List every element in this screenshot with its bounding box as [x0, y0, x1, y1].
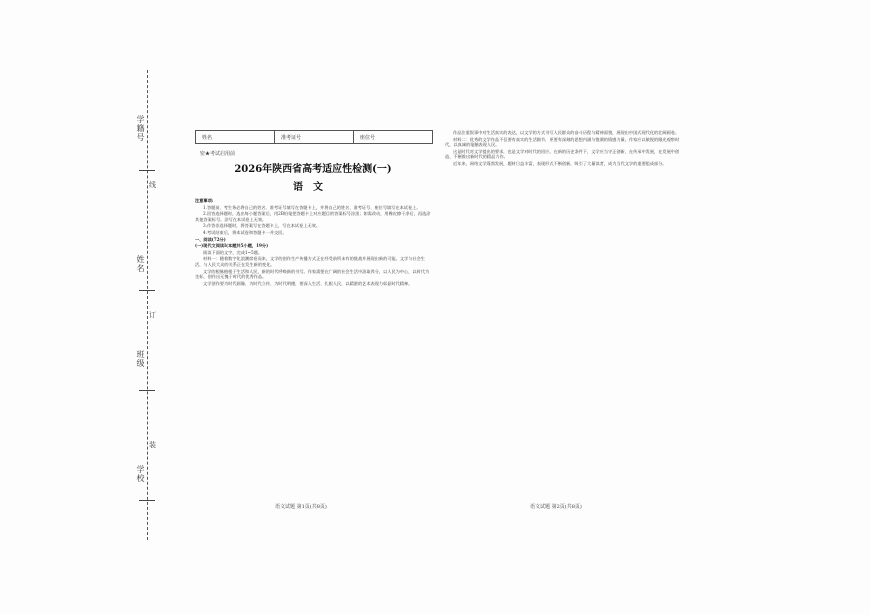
- binding-label-name: 姓名: [136, 255, 145, 273]
- binding-label-student-id: 学籍号: [136, 115, 145, 142]
- candidate-info-box: [195, 130, 433, 144]
- binding-dashed-line: [147, 70, 148, 540]
- body-paragraph: 材料二：优秀的文学作品不仅要有真实的生活细节，更要有深刻的思想内涵与饱满的情感力量。作家应以敏锐的眼光观察时代，以真诚的笔触表现人民。: [445, 136, 680, 148]
- notice-heading: 注意事项:: [195, 198, 214, 203]
- seat-cell[interactable]: 座位号: [360, 134, 376, 141]
- body-paragraph: 文学的根脉植根于生活和人民，新的时代呼唤新的书写。作家需要在广阔的社会生活中汲取养分，以人民为中心，以时代为坐标，创作出无愧于时代的优秀作品。: [195, 268, 430, 280]
- body-paragraph: 这是时代对文学提出的要求，也是文学对时代的回应。在新的历史条件下，文学应当守正创新，在传承中发展，在发展中创造，不断推出新时代的精品力作。: [445, 148, 680, 160]
- body-paragraph: 作品注重叙事中对生活真实的表达，以文学的方式书写人民群众的奋斗历程与精神面貌，展现出中国式现代化的壮阔画卷。: [453, 130, 680, 135]
- subsection-note: 阅读下面的文字，完成1~5题。: [203, 249, 263, 255]
- binding-blank-student-id[interactable]: [139, 170, 155, 171]
- right-column: [445, 130, 683, 168]
- ticket-cell[interactable]: 准考证号: [275, 131, 354, 143]
- page-footer-left: 语文试题 第1页(共8页): [275, 504, 327, 510]
- binding-blank-school[interactable]: [139, 500, 155, 501]
- body-paragraph: 材料一：随着数字化浪潮席卷而来，文学的创作生产传播方式正在经受前所未有的挑战并展现出新的可能。文学与社会生活，与人民大众的关系正在发生新的变化。: [195, 256, 425, 267]
- notice-item: 4.考试结束后，将本试卷和答题卡一并交回。: [203, 229, 287, 235]
- body-paragraph: 近年来，网络文学蓬勃发展，题材日益丰富，表现形式不断创新，吸引了大量读者，成为当代文学的重要组成部分。: [453, 160, 667, 166]
- section-heading: 一、阅读(72分): [195, 236, 226, 242]
- binding-label-school: 学校: [136, 465, 145, 483]
- binding-margin: [95, 60, 190, 560]
- name-cell[interactable]: 姓名: [196, 131, 275, 143]
- notice-item: 1.答题前，考生务必将自己的姓名、准考证号填写在答题卡上，并将自己的姓名、准考证号、座位号填写在本试卷上。: [203, 204, 421, 210]
- notice-item: 3.作答非选择题时，将答案写在答题卡上，写在本试卷上无效。: [203, 223, 321, 229]
- confidential-mark: 密★考试启用前: [200, 151, 236, 157]
- left-column: [195, 198, 433, 287]
- binding-label-class: 班级: [136, 350, 145, 368]
- exam-title: 2026年陕西省高考适应性检测(一): [234, 164, 392, 175]
- page-footer-right: 语文试题 第2页(共8页): [530, 504, 582, 510]
- binding-mark-bind: 装: [149, 441, 156, 449]
- subsection-heading: (一)现代文阅读I(本题共5小题，19分): [195, 243, 269, 249]
- notice-item: 2.回答选择题时，选出每小题答案后，用2B铅笔把答题卡上对应题目的答案标号涂黑；如需改动，用橡皮擦干净后，再选涂其他答案标号。涂写在本试卷上无效。: [195, 211, 431, 222]
- binding-mark-line: 线: [149, 181, 156, 189]
- binding-blank-name[interactable]: [139, 290, 155, 291]
- binding-mark-order: 订: [149, 311, 156, 319]
- binding-blank-class[interactable]: [139, 390, 155, 391]
- body-paragraph: 文学创作要为时代画像、为时代立传、为时代明德，要深入生活、扎根人民，以精湛的艺术表现力彰显时代精神。: [203, 280, 413, 286]
- subject-title: 语文: [293, 182, 333, 193]
